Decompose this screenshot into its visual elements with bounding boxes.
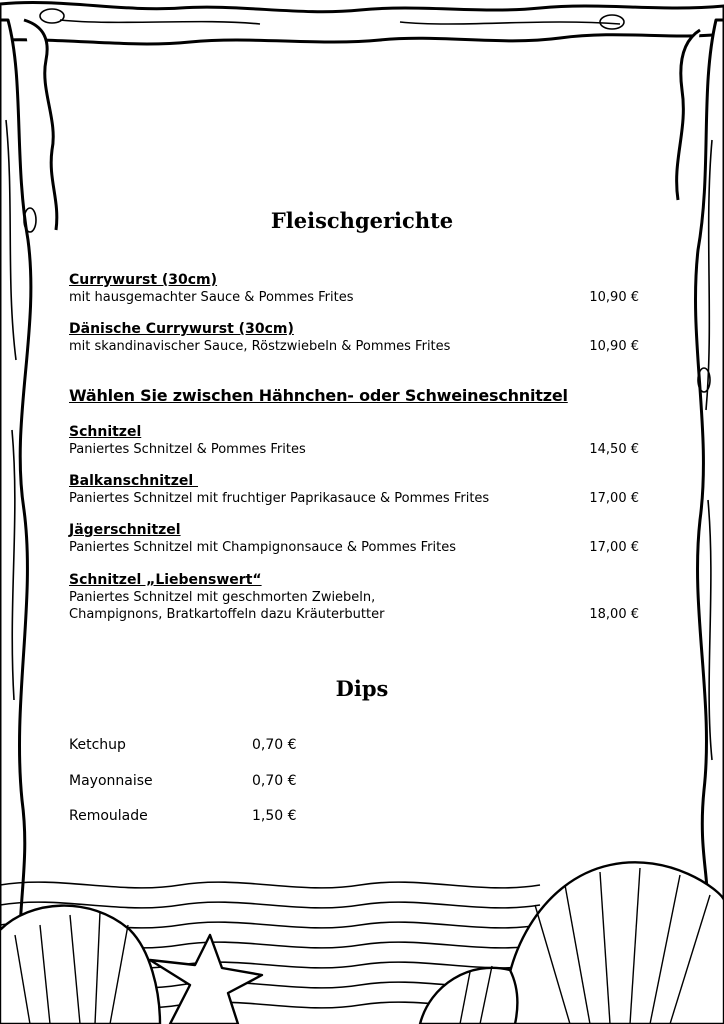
- menu-item: [69, 473, 641, 507]
- dip-name: Mayonnaise: [69, 773, 153, 789]
- item-price: 10,90 €: [589, 290, 639, 305]
- meat-section-title: Fleischgerichte: [270, 208, 454, 233]
- item-description: Paniertes Schnitzel mit Champignonsauce & Pommes Frites: [69, 540, 457, 555]
- schnitzel-section-title: Wählen Sie zwischen Hähnchen- oder Schweineschnitzel: [69, 386, 568, 405]
- menu-item: [69, 522, 641, 556]
- item-name: Schnitzel „Liebenswert“: [69, 572, 262, 588]
- menu-item: [69, 321, 641, 355]
- item-name: Currywurst (30cm): [69, 272, 218, 288]
- item-description: mit skandinavischer Sauce, Röstzwiebeln & Pommes Frites: [69, 339, 451, 354]
- menu-item: [69, 424, 641, 458]
- dip-price: 1,50 €: [252, 808, 297, 824]
- dip-name: Ketchup: [69, 737, 126, 753]
- item-name: Balkanschnitzel: [69, 473, 199, 489]
- item-description: Paniertes Schnitzel & Pommes Frites: [69, 442, 306, 457]
- dip-price: 0,70 €: [252, 773, 297, 789]
- dips-section-title: Dips: [335, 676, 389, 701]
- item-description: Paniertes Schnitzel mit geschmorten Zwiebeln,: [69, 590, 376, 605]
- item-description-line-2: Champignons, Bratkartoffeln dazu Kräuterbutter: [69, 607, 385, 622]
- item-name: Dänische Currywurst (30cm): [69, 321, 294, 337]
- item-price: 18,00 €: [589, 607, 639, 622]
- item-name: Jägerschnitzel: [69, 522, 181, 538]
- item-price: 14,50 €: [589, 442, 639, 457]
- item-name: Schnitzel: [69, 424, 142, 440]
- item-price: 17,00 €: [589, 540, 639, 555]
- item-description: Paniertes Schnitzel mit fruchtiger Paprikasauce & Pommes Frites: [69, 491, 490, 506]
- menu-item: [69, 572, 641, 623]
- dip-price: 0,70 €: [252, 737, 297, 753]
- menu-item: [69, 272, 641, 306]
- item-price: 17,00 €: [589, 491, 639, 506]
- item-description: mit hausgemachter Sauce & Pommes Frites: [69, 290, 354, 305]
- item-price: 10,90 €: [589, 339, 639, 354]
- dip-name: Remoulade: [69, 808, 148, 824]
